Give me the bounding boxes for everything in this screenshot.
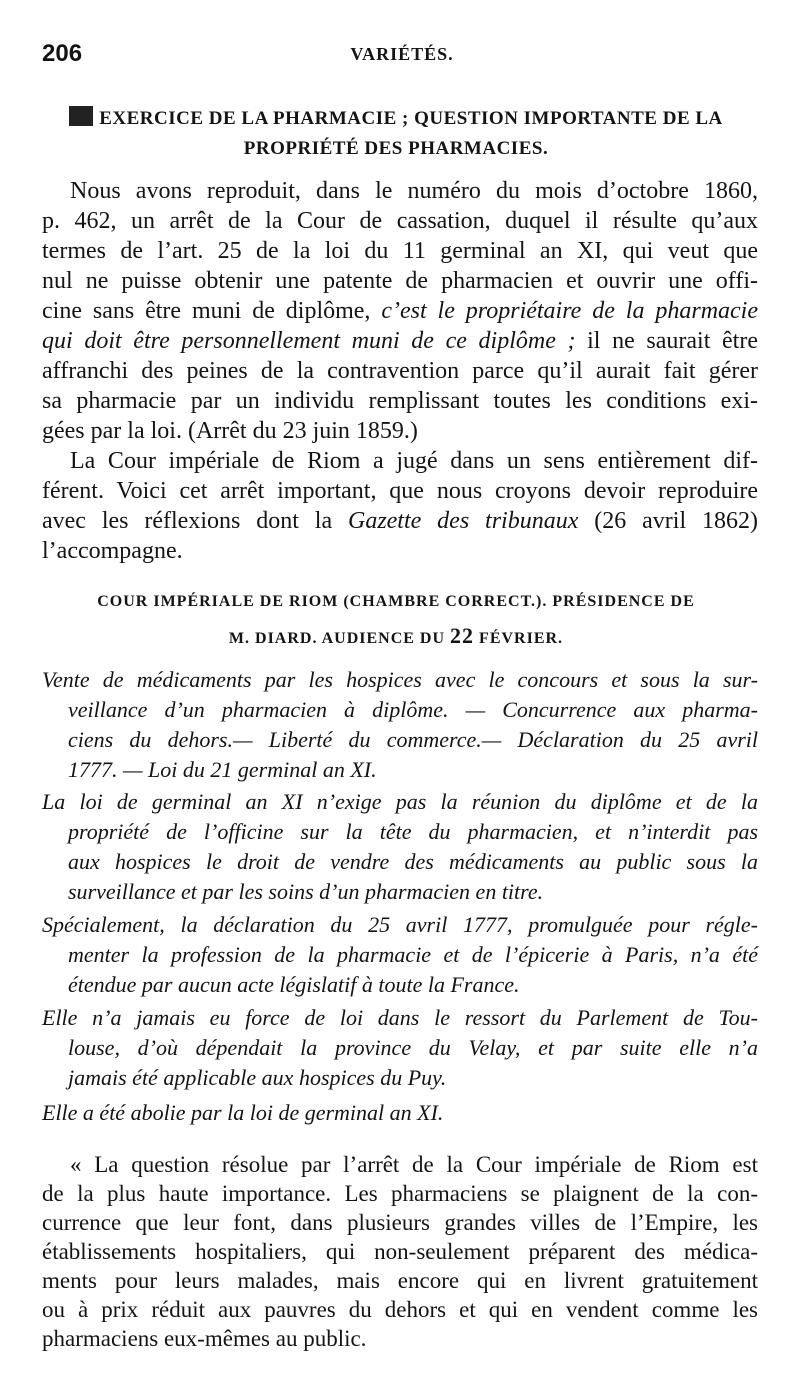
ornament-icon bbox=[69, 106, 93, 126]
comment-line: ou à prix réduit aux pauvres du dehors et qui en vendent comme les bbox=[42, 1297, 758, 1322]
point-line: surveillance et par les soins d’un pharmacien en titre. bbox=[68, 879, 544, 904]
court-heading-prefix: M. DIARD. AUDIENCE DU bbox=[228, 630, 451, 647]
holding-point bbox=[42, 787, 758, 907]
point-line: Spécialement, la déclaration du 25 avril 1777, promulguée pour régle- bbox=[42, 912, 758, 937]
court-heading-line2 bbox=[46, 619, 746, 656]
point-line: louse, d’où dépendait la province du Velay, et par suite elle n’a bbox=[68, 1035, 758, 1060]
comment-line: établissements hospitaliers, qui non-seulement préparent des médica- bbox=[42, 1239, 758, 1264]
paragraph-two bbox=[42, 446, 758, 566]
holding-point bbox=[42, 910, 758, 1000]
point-line: aux hospices le droit de vendre des médicaments au public sous la bbox=[68, 849, 758, 874]
page-number: 206 bbox=[42, 40, 83, 67]
holding-point bbox=[42, 1098, 758, 1128]
intro-line: p. 462, un arrêt de la Cour de cassation, duquel il résulte qu’aux bbox=[42, 208, 758, 234]
point-line: Elle a été abolie par la loi de germinal an XI. bbox=[42, 1100, 444, 1125]
intro-line: sa pharmacie par un individu remplissant toutes les conditions exi- bbox=[42, 388, 758, 414]
commentary-paragraph bbox=[42, 1150, 758, 1353]
summary-line: ciens du dehors.— Liberté du commerce.— Déclaration du 25 avril bbox=[68, 727, 758, 752]
point-line: étendue par aucun acte législatif à toute la France. bbox=[68, 972, 520, 997]
comment-line: pharmaciens eux-mêmes au public. bbox=[42, 1326, 367, 1351]
comment-line: « La question résolue par l’arrêt de la Cour impériale de Riom est bbox=[70, 1152, 758, 1177]
para2-line: La Cour impériale de Riom a jugé dans un sens entièrement dif- bbox=[70, 448, 758, 474]
intro-line: gées par la loi. (Arrêt du 23 juin 1859.) bbox=[42, 418, 418, 444]
para2-line: avec les réflexions dont la Gazette des tribunaux (26 avril 1862) bbox=[42, 508, 758, 534]
para2-line: férent. Voici cet arrêt important, que nous croyons devoir reproduire bbox=[42, 478, 758, 504]
case-summary bbox=[42, 665, 758, 785]
point-line: La loi de germinal an XI n’exige pas la réunion du diplôme et de la bbox=[42, 789, 758, 814]
court-heading-line1: COUR IMPÉRIALE DE RIOM (CHAMBRE CORRECT.). PRÉSIDENCE DE bbox=[97, 593, 695, 610]
comment-line: de la plus haute importance. Les pharmaciens se plaignent de la con- bbox=[42, 1181, 758, 1206]
intro-line: qui doit être personnellement muni de ce diplôme ; il ne saurait être bbox=[42, 328, 758, 354]
point-line: jamais été applicable aux hospices du Puy. bbox=[68, 1065, 447, 1090]
summary-line: Vente de médicaments par les hospices avec le concours et sous la sur- bbox=[42, 667, 758, 692]
intro-line: cine sans être muni de diplôme, c’est le propriétaire de la pharmacie bbox=[42, 298, 758, 324]
para2-line: l’accompagne. bbox=[42, 538, 183, 564]
court-heading-date: 22 bbox=[450, 623, 475, 648]
comment-line: currence que leur font, dans plusieurs grandes villes de l’Empire, les bbox=[42, 1210, 758, 1235]
section-heading-line2: PROPRIÉTÉ DES PHARMACIES. bbox=[243, 138, 549, 159]
summary-line: veillance d’un pharmacien à diplôme. — Concurrence aux pharma- bbox=[68, 697, 758, 722]
section-heading-line1: EXERCICE DE LA PHARMACIE ; QUESTION IMPORTANTE DE LA bbox=[99, 108, 723, 129]
intro-line: nul ne puisse obtenir une patente de pharmacien et ouvrir une offi- bbox=[42, 268, 758, 294]
comment-line: ments pour leurs malades, mais encore qui en livrent gratuitement bbox=[42, 1268, 758, 1293]
section-heading bbox=[46, 104, 746, 164]
intro-line: affranchi des peines de la contravention parce qu’il aurait fait gérer bbox=[42, 358, 758, 384]
summary-line: 1777. — Loi du 21 germinal an XI. bbox=[68, 757, 377, 782]
intro-paragraph bbox=[42, 176, 758, 446]
point-line: Elle n’a jamais eu force de loi dans le ressort du Parlement de Tou- bbox=[42, 1005, 758, 1030]
holding-point bbox=[42, 1003, 758, 1093]
court-heading-suffix: FÉVRIER. bbox=[474, 630, 564, 647]
intro-line: Nous avons reproduit, dans le numéro du mois d’octobre 1860, bbox=[70, 178, 758, 204]
point-line: menter la profession de la pharmacie et de l’épicerie à Paris, n’a été bbox=[68, 942, 758, 967]
page-header bbox=[42, 40, 762, 72]
running-head: VARIÉTÉS. bbox=[350, 44, 454, 64]
point-line: propriété de l’officine sur la tête du pharmacien, et n’interdit pas bbox=[68, 819, 758, 844]
intro-line: termes de l’art. 25 de la loi du 11 germinal an XI, qui veut que bbox=[42, 238, 758, 264]
court-heading bbox=[46, 585, 746, 656]
